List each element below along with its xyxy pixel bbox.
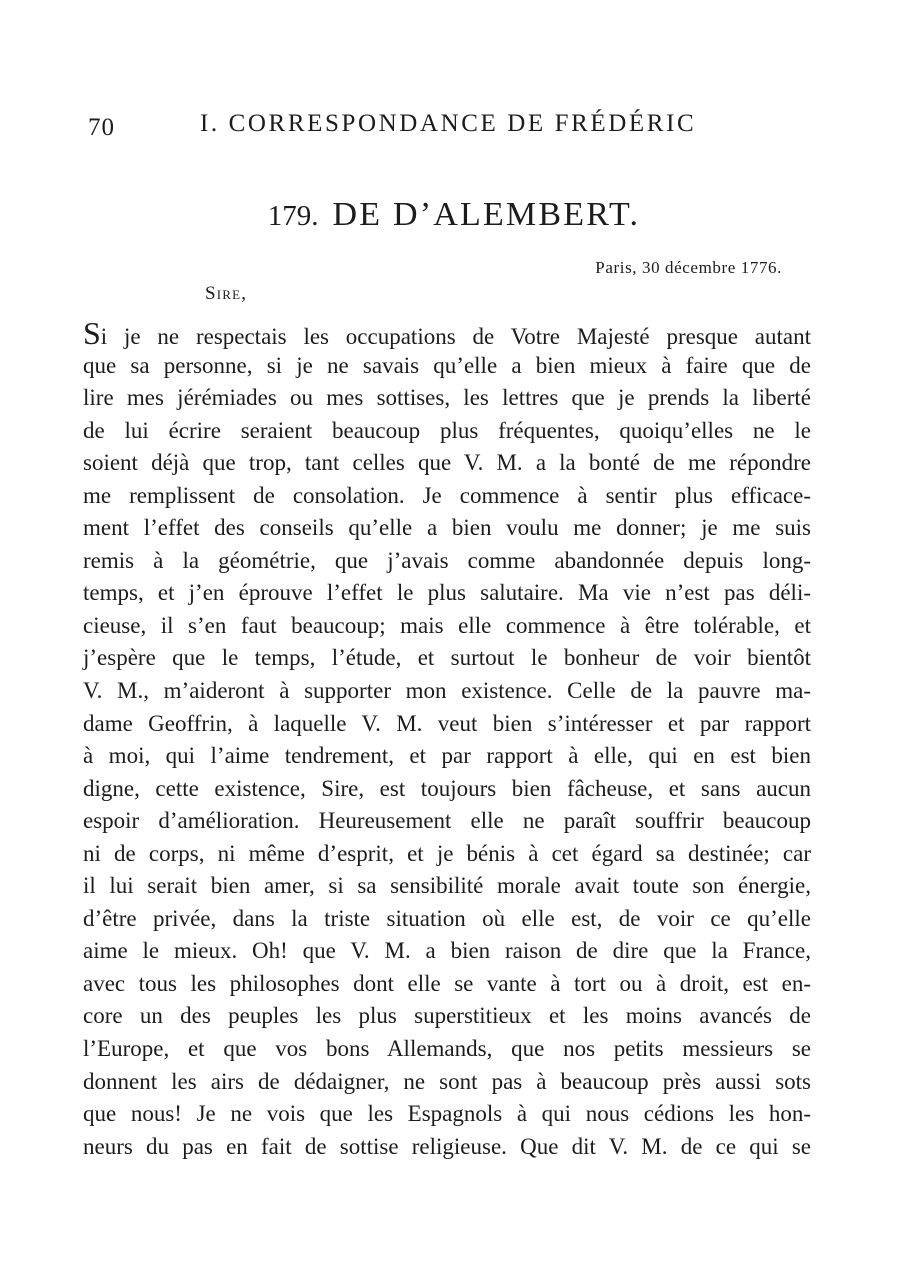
letter-body xyxy=(83,317,811,1163)
text-line: à moi, qui l’aime tendrement, et par rapport à elle, qui en est bien xyxy=(83,743,811,769)
initial-letter: S xyxy=(83,315,101,351)
text-line: soient déjà que trop, tant celles que V. M. a la bonté de me répondre xyxy=(83,450,811,476)
text-line: que nous! Je ne vois que les Espagnols à qui nous cédions les hon- xyxy=(83,1101,811,1127)
page-number: 70 xyxy=(88,114,115,141)
letter-number: 179. xyxy=(267,200,319,232)
letter-title: DE D’ALEMBERT. xyxy=(332,196,641,233)
text-line: dame Geoffrin, à laquelle V. M. veut bien s’intéresser et par rapport xyxy=(83,710,811,736)
first-line-text: i je ne respectais les occupations de Votre Majesté presque autant xyxy=(100,324,811,349)
text-line: remis à la géométrie, que j’avais comme abandonnée depuis long- xyxy=(83,547,811,573)
text-line: de lui écrire seraient beaucoup plus fréquentes, quoiqu’elles ne le xyxy=(83,417,811,443)
letter-heading xyxy=(0,196,900,234)
dateline: Paris, 30 décembre 1776. xyxy=(595,258,782,277)
text-line xyxy=(83,317,811,350)
running-head xyxy=(88,110,808,144)
text-line: ment l’effet des conseils qu’elle a bien voulu me donner; je me suis xyxy=(83,515,811,541)
salutation: Sire, xyxy=(205,283,248,304)
text-line: me remplissent de consolation. Je commence à sentir plus efficace- xyxy=(83,482,811,508)
text-line: ni de corps, ni même d’esprit, et je bénis à cet égard sa destinée; car xyxy=(83,840,811,866)
text-line: neurs du pas en fait de sottise religieuse. Que dit V. M. de ce qui se xyxy=(83,1133,811,1159)
text-line: cieuse, il s’en faut beaucoup; mais elle commence à être tolérable, et xyxy=(83,612,811,638)
running-title: I. CORRESPONDANCE DE FRÉDÉRIC xyxy=(200,110,697,137)
text-line: espoir d’amélioration. Heureusement elle ne paraît souffrir beaucoup xyxy=(83,808,811,834)
text-line: temps, et j’en éprouve l’effet le plus salutaire. Ma vie n’est pas déli- xyxy=(83,580,811,606)
text-line: j’espère que le temps, l’étude, et surtout le bonheur de voir bientôt xyxy=(83,645,811,671)
text-line: core un des peuples les plus superstitieux et les moins avancés de xyxy=(83,1003,811,1029)
text-line: d’être privée, dans la triste situation où elle est, de voir ce qu’elle xyxy=(83,905,811,931)
text-line: il lui serait bien amer, si sa sensibilité morale avait toute son énergie, xyxy=(83,873,811,899)
text-line: l’Europe, et que vos bons Allemands, que nos petits messieurs se xyxy=(83,1036,811,1062)
text-line: digne, cette existence, Sire, est toujours bien fâcheuse, et sans aucun xyxy=(83,775,811,801)
text-line: V. M., m’aideront à supporter mon existence. Celle de la pauvre ma- xyxy=(83,678,811,704)
text-line: que sa personne, si je ne savais qu’elle a bien mieux à faire que de xyxy=(83,352,811,378)
text-line: aime le mieux. Oh! que V. M. a bien raison de dire que la France, xyxy=(83,938,811,964)
text-line: avec tous les philosophes dont elle se vante à tort ou à droit, est en- xyxy=(83,970,811,996)
text-line: lire mes jérémiades ou mes sottises, les lettres que je prends la liberté xyxy=(83,385,811,411)
text-line: donnent les airs de dédaigner, ne sont pas à beaucoup près aussi sots xyxy=(83,1068,811,1094)
